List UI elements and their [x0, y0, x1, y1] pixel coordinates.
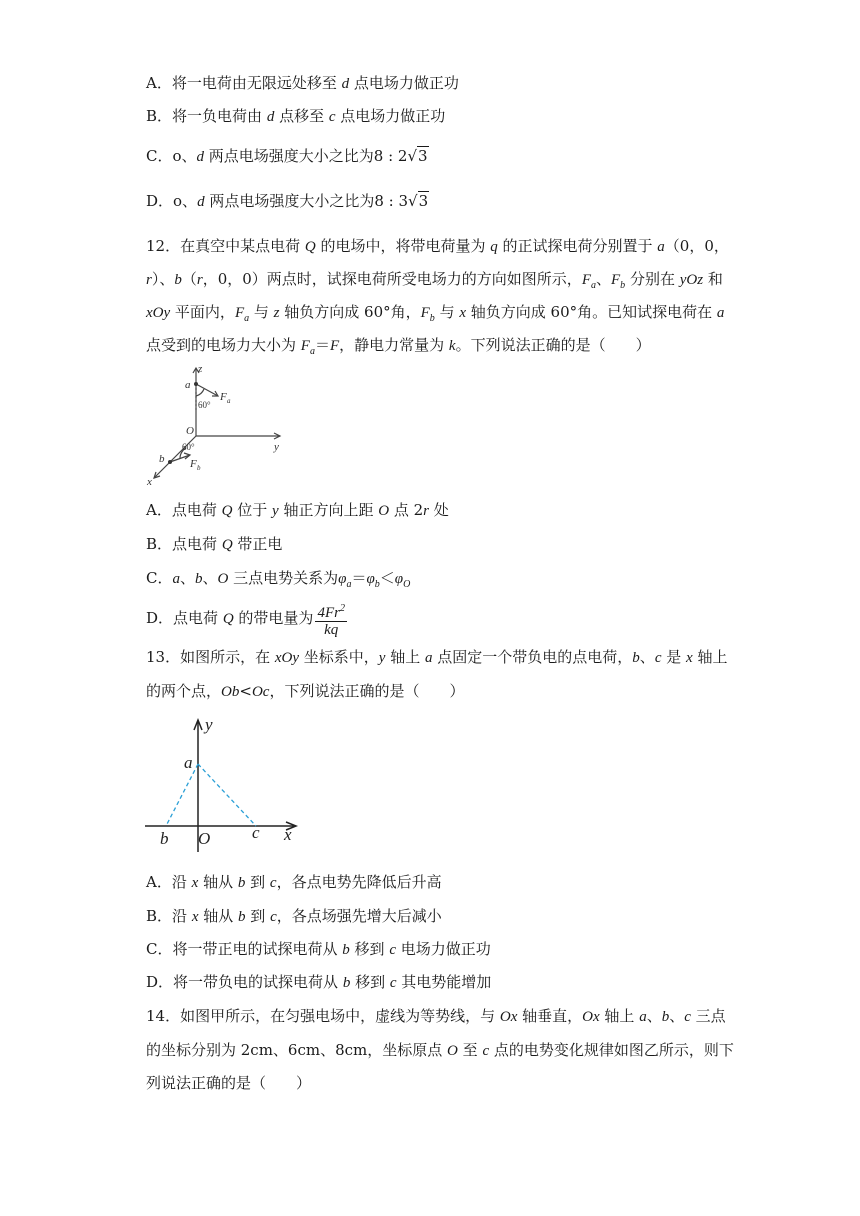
q13-stem-line2: 的两个点，Ob<Oc，下列说法正确的是（ ）: [146, 682, 465, 700]
q11-option-c: C．o、d 两点电场强度大小之比为8 : 2√3: [146, 147, 428, 165]
q14-stem-line2: 的坐标分别为 2cm、6cm、8cm，坐标原点 O 至 c 点的电势变化规律如图乙所示，则下: [146, 1041, 734, 1059]
q14-stem-line3: 列说法正确的是（ ）: [146, 1074, 312, 1092]
sqrt-c: 3: [418, 147, 428, 165]
label-a: a: [185, 379, 191, 391]
q13-figure: [140, 712, 310, 857]
q12-stem-line2: r）、b（r，0，0）两点时，试探电荷所受电场力的方向如图所示，$F_a$、$F_b$ 分别在 yOz 和: [146, 270, 723, 291]
ratio-c: 8 : 2: [373, 147, 408, 165]
q11-option-a: A．将一电荷由无限远处移至 d 点电场力做正功: [146, 74, 459, 92]
label-b: b: [159, 453, 165, 465]
label-x: x: [284, 825, 292, 844]
label-a: a: [184, 753, 193, 772]
label-x: x: [147, 476, 152, 488]
q14-stem-line1: 14．如图甲所示，在匀强电场中，虚线为等势线，与 Ox 轴垂直，Ox 轴上 a、b、c 三点: [146, 1007, 726, 1025]
q12-option-d: D．点电荷 Q 的带电量为 $\frac{4Fr^2}{kq}$: [146, 602, 345, 638]
q11-option-d: D．o、d 两点电场强度大小之比为8 : 3√3: [146, 192, 429, 210]
q13-stem-line1: 13．如图所示，在 xOy 坐标系中，y 轴上 a 点固定一个带负电的点电荷，b、c 是 x 轴上: [146, 648, 728, 666]
q12-stem-line4: 点受到的电场力大小为 $F_a=F$，静电力常量为 k。下列说法正确的是（ ）: [146, 336, 651, 357]
q12-option-a: A．点电荷 Q 位于 y 轴正方向上距 O 点 2r 处: [146, 501, 449, 519]
label-angle-1: 60°: [198, 400, 211, 410]
q13-option-a: A．沿 x 轴从 b 到 c，各点电势先降低后升高: [146, 873, 442, 891]
label-fa: F: [220, 391, 227, 403]
label-angle-2: 60°: [182, 442, 195, 452]
label-fb-sub: b: [197, 464, 201, 472]
ratio-d: 8 : 3: [374, 192, 409, 210]
label-y: y: [274, 441, 279, 453]
q12-option-b: B．点电荷 Q 带正电: [146, 535, 283, 553]
q11-option-b: B．将一负电荷由 d 点移至 c 点电场力做正功: [146, 107, 446, 125]
label-b: b: [160, 829, 169, 848]
point-b: [168, 460, 172, 464]
q12-figure: [140, 360, 300, 490]
charge-fraction: $\frac{4Fr^2}{kq}$: [317, 602, 345, 638]
sqrt-d: 3: [418, 192, 429, 210]
q13-option-d: D．将一带负电的试探电荷从 b 移到 c 其电势能增加: [146, 973, 492, 991]
label-fa-sub: a: [227, 397, 231, 405]
q12-stem-line3: xOy 平面内，$F_a$ 与 z 轴负方向成 60°角，$F_b$ 与 x 轴负方向成 60°角。已知试探电荷在 a: [146, 303, 725, 324]
q12-option-c: C．a、b、O 三点电势关系为$\varphi_a=\varphi_b<\varphi_O$: [146, 569, 411, 590]
dashed-line-ac: [198, 764, 256, 826]
label-o: O: [186, 425, 194, 437]
q12-stem-line1: 12．在真空中某点电荷 Q 的电场中，将带电荷量为 q 的正试探电荷分别置于 a（0，0，: [146, 237, 729, 255]
q13-option-b: B．沿 x 轴从 b 到 c，各点场强先增大后减小: [146, 907, 442, 925]
q13-option-c: C．将一带正电的试探电荷从 b 移到 c 电场力做正功: [146, 940, 491, 958]
label-c: c: [252, 823, 260, 842]
label-z: z: [198, 363, 203, 375]
dashed-line-ab: [166, 764, 198, 826]
point-a: [194, 382, 198, 386]
label-o: O: [198, 829, 211, 848]
label-fb: F: [190, 458, 197, 470]
label-y: y: [205, 715, 213, 734]
fa-angle-arc: [196, 389, 204, 396]
